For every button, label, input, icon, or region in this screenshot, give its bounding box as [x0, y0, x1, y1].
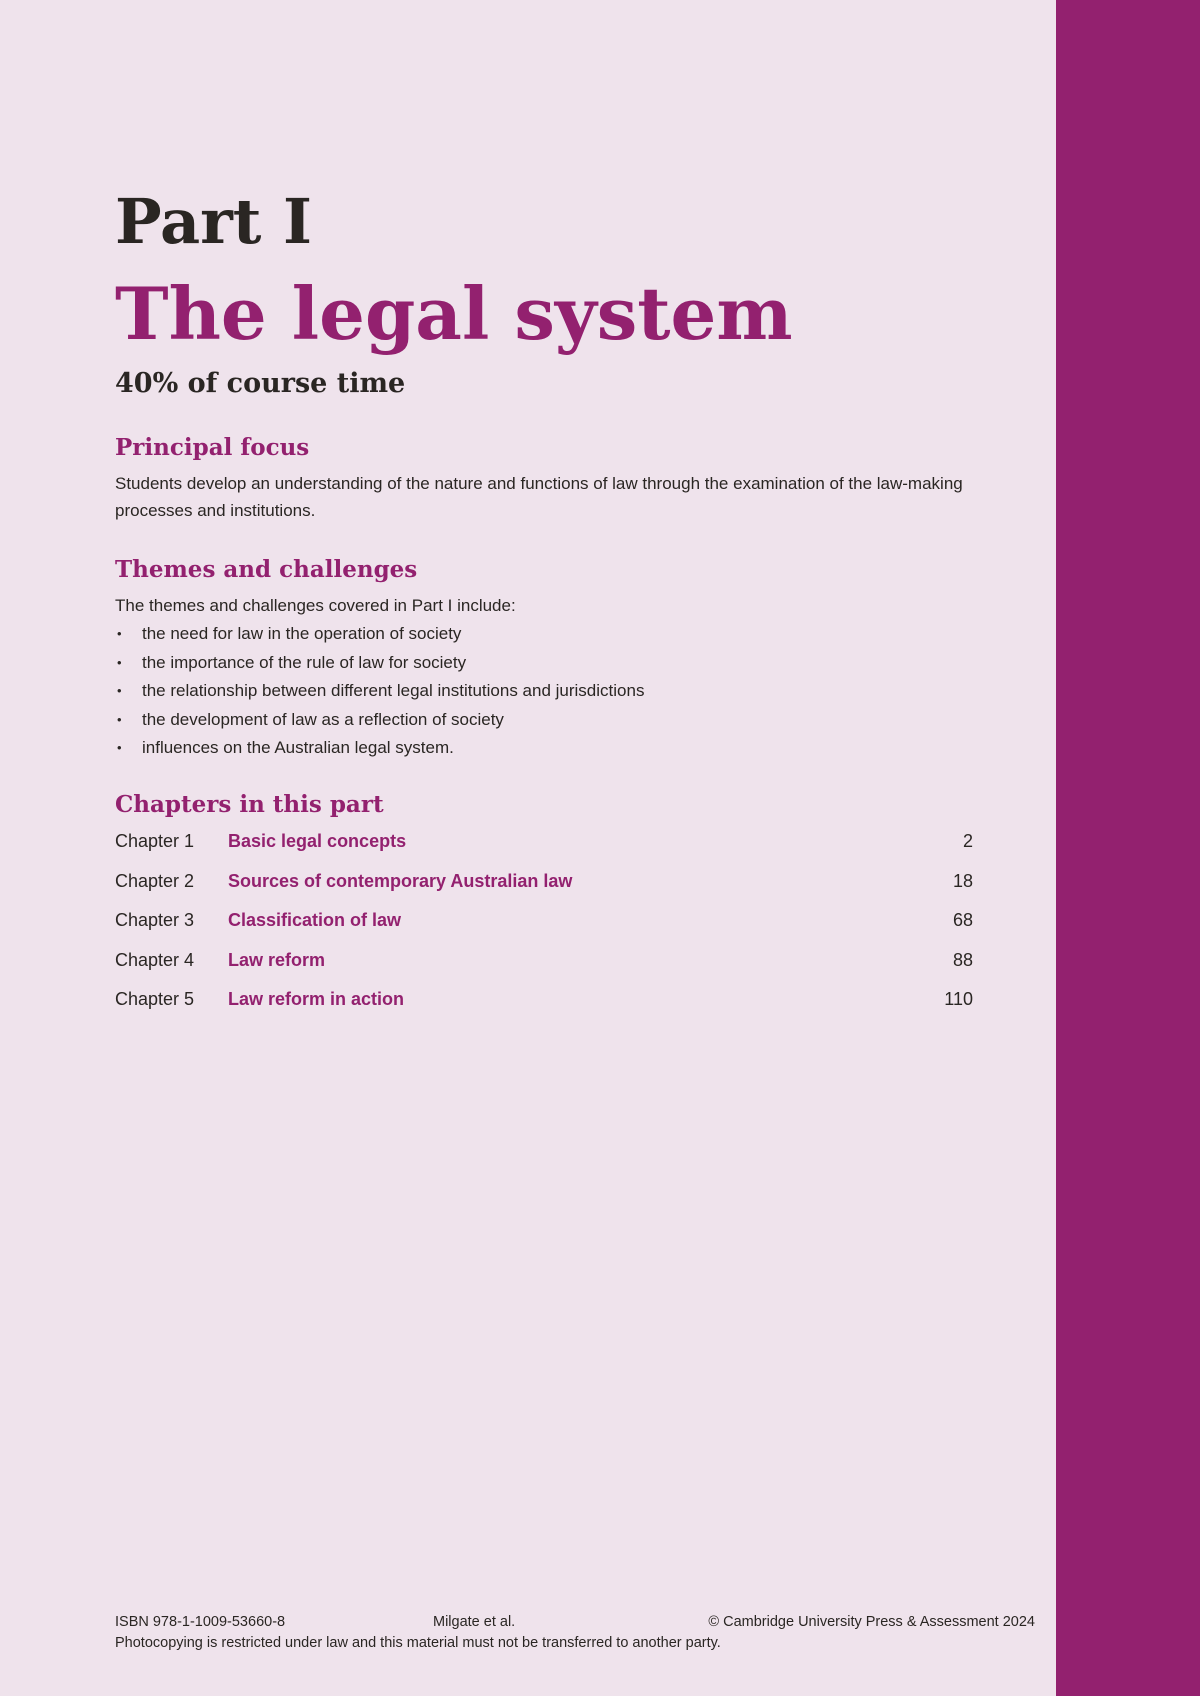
theme-text: the need for law in the operation of society: [142, 624, 462, 643]
theme-text: influences on the Australian legal system.: [142, 738, 454, 757]
chapter-title-link[interactable]: Law reform in action: [228, 989, 405, 1009]
bullet-icon: •: [117, 654, 122, 670]
list-item: [115, 677, 644, 706]
footer-info-line: [115, 1612, 1035, 1633]
course-time: 40% of course time: [115, 368, 406, 399]
chapter-number: Chapter 4: [115, 949, 195, 970]
theme-text: the relationship between different legal institutions and jurisdictions: [142, 681, 645, 700]
chapters-list: [115, 826, 973, 1024]
chapter-title-link[interactable]: Basic legal concepts: [228, 831, 407, 851]
themes-heading: Themes and challenges: [115, 556, 418, 583]
bullet-icon: •: [117, 626, 122, 641]
themes-list: [115, 620, 644, 763]
part-label: Part I: [115, 185, 313, 258]
list-item: [115, 706, 644, 735]
chapter-row[interactable]: [115, 866, 973, 906]
part-title: The legal system: [115, 271, 793, 356]
list-item: [115, 620, 644, 649]
principal-focus-text: Students develop an understanding of the nature and functions of law through the examination of the law-making processes and institutions.: [115, 474, 963, 520]
list-item: [115, 734, 644, 763]
chapter-row[interactable]: [115, 826, 973, 866]
chapter-row[interactable]: [115, 984, 973, 1024]
chapter-row[interactable]: [115, 905, 973, 945]
chapters-heading: Chapters in this part: [115, 791, 384, 818]
footer-copyright: © Cambridge University Press & Assessment 2024: [708, 1614, 1035, 1630]
theme-text: the importance of the rule of law for society: [142, 652, 467, 672]
chapter-title-link[interactable]: Law reform: [228, 949, 326, 970]
bullet-icon: •: [117, 711, 122, 727]
list-item: [115, 649, 644, 678]
chapter-page-number: 2: [962, 831, 973, 851]
chapter-number: Chapter 5: [115, 989, 195, 1009]
chapter-page-number: 68: [952, 910, 973, 930]
chapter-page-number: 18: [952, 870, 973, 891]
chapter-number: Chapter 2: [115, 870, 195, 891]
chapter-page-number: 110: [944, 989, 973, 1009]
chapter-title-link[interactable]: Classification of law: [228, 910, 402, 930]
principal-focus-heading: Principal focus: [115, 434, 310, 461]
themes-intro: The themes and challenges covered in Part I include:: [115, 596, 516, 615]
footer-isbn: ISBN 978-1-1009-53660-8: [115, 1614, 286, 1630]
bullet-icon: •: [117, 740, 122, 755]
page-footer: [115, 1612, 1035, 1654]
chapter-number: Chapter 3: [115, 910, 195, 930]
theme-text: the development of law as a reflection of society: [142, 709, 504, 729]
chapter-page-number: 88: [952, 949, 973, 970]
chapter-row[interactable]: [115, 945, 973, 985]
side-color-band: [1056, 0, 1200, 1696]
chapter-number: Chapter 1: [115, 831, 195, 851]
footer-notice: Photocopying is restricted under law and this material must not be transferred to another party.: [115, 1635, 721, 1651]
footer-author: Milgate et al.: [433, 1614, 516, 1630]
bullet-icon: •: [117, 683, 122, 698]
chapter-title-link[interactable]: Sources of contemporary Australian law: [228, 870, 573, 891]
